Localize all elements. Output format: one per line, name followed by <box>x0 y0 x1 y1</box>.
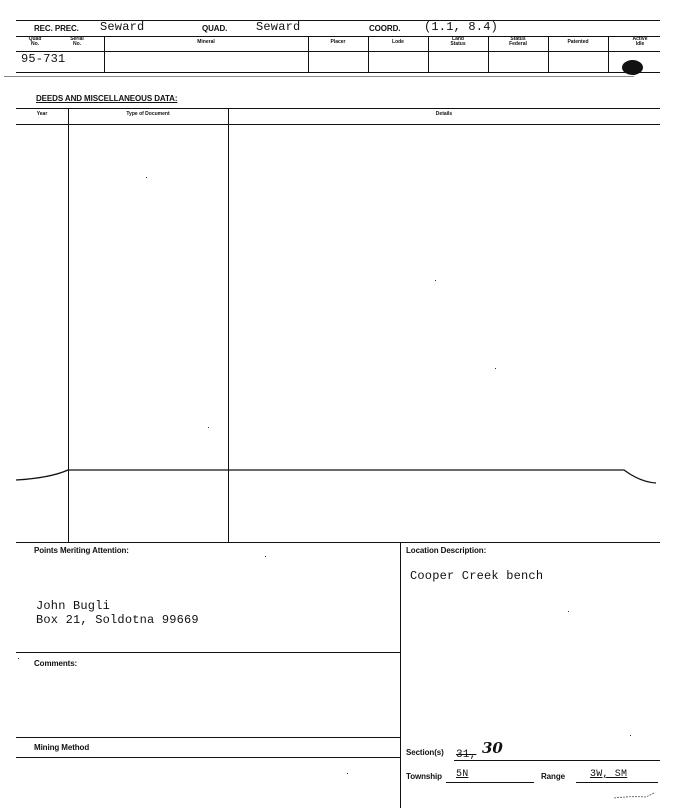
quad-number-value: 95-731 <box>21 52 66 66</box>
col-quad-no: Quad No. <box>28 36 42 47</box>
deeds-col-year: Year <box>36 111 48 117</box>
coord-label: COORD. <box>369 24 401 33</box>
section-typed-value: 31, <box>456 749 477 761</box>
rec-prec-value: Seward <box>100 20 145 34</box>
deeds-col-details: Details <box>435 111 453 117</box>
page-fold-line <box>0 462 678 492</box>
range-value: 3W, SM <box>590 769 628 780</box>
points-label: Points Meriting Attention: <box>34 546 129 555</box>
location-value: Cooper Creek bench <box>410 569 544 583</box>
range-label: Range <box>541 772 565 781</box>
points-line-1: John Bugli <box>36 599 111 613</box>
section-label: Section(s) <box>406 748 444 757</box>
corner-mark <box>610 790 660 802</box>
col-land-status: Land Status <box>450 36 466 47</box>
col-patented: Patented <box>567 39 589 45</box>
col-lode: Lode <box>392 39 404 45</box>
location-label: Location Description: <box>406 546 487 555</box>
deeds-section-title: DEEDS AND MISCELLANEOUS DATA: <box>36 94 178 103</box>
col-serial-no: Serial No. <box>70 36 84 47</box>
col-mineral: Mineral <box>197 39 215 45</box>
col-active-idle: Active Idle <box>632 36 648 47</box>
township-value: 5N <box>456 769 469 780</box>
points-line-2: Box 21, Soldotna 99669 <box>36 613 199 627</box>
coord-value: (1.1, 8.4) <box>424 20 499 34</box>
quad-label: QUAD. <box>202 24 228 33</box>
township-label: Township <box>406 772 442 781</box>
comments-label: Comments: <box>34 659 78 668</box>
quad-value: Seward <box>256 20 301 34</box>
col-status-federal: Status Federal <box>509 36 527 47</box>
col-placer: Placer <box>330 39 346 45</box>
mining-method-label: Mining Method <box>34 743 90 752</box>
rec-prec-label: REC. PREC. <box>34 24 79 33</box>
deeds-col-type: Type of Document <box>126 111 170 117</box>
section-handwritten-value: 30 <box>482 739 503 757</box>
